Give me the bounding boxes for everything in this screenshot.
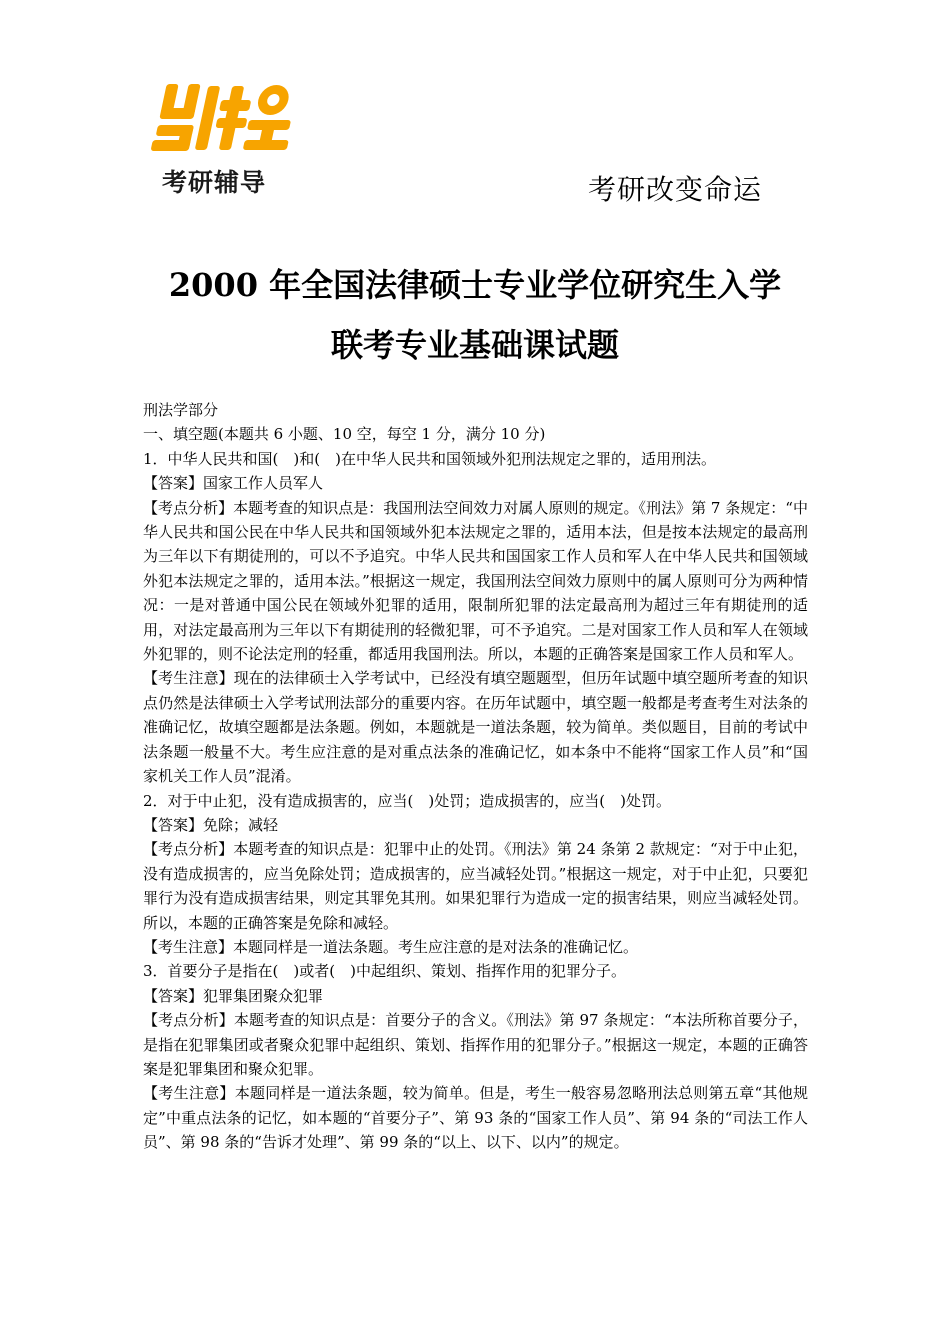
question-1: 1．中华人民共和国( )和( )在中华人民共和国领域外犯刑法规定之罪的，适用刑法。 (143, 449, 716, 468)
part-heading: 一、填空题(本题共 6 小题、10 空，每空 1 分，满分 10 分) (143, 425, 546, 444)
question-3: 3．首要分子是指在( )或者( )中起组织、策划、指挥作用的犯罪分子。 (143, 962, 626, 981)
logo-mark-icon (150, 78, 300, 158)
analysis-1: 【考点分析】本题考查的知识点是：我国刑法空间效力对属人原则的规定。《刑法》第 7 条规定：“中华人民共和国公民在中华人民共和国领域外犯本法规定之罪的，适用本法，但是按本法规定的最高刑为三年以下有期徒刑的，可以不予追究。中华人民共和国国家工作人员和军人在中华人民共和国领域外犯本法规定之罪的，适用本法。”根据这一规定，我国刑法空间效力原则中的属人原则可分为两种情况：一是对普通中国公民在领域外犯罪的适用，限制所犯罪的法定最高刑为超过三年有期徒刑的适用，对法定最高刑为三年以下有期徒刑的轻微犯罪，可不予追究。二是对国家工作人员和军人在领域外犯罪的，则不论法定刑的轻重，都适用我国刑法。所以，本题的正确答案是国家工作人员和军人。 (143, 498, 808, 664)
brand-logo (150, 78, 300, 198)
page-title-line1: 2000 年全国法律硕士专业学位研究生入学 (168, 266, 782, 304)
logo-subtitle: 考研辅导 (162, 168, 267, 197)
note-3: 【考生注意】本题同样是一道法条题，较为简单。但是，考生一般容易忽略刑法总则第五章“其他规定”中重点法条的记忆，如本题的“首要分子”、第 93 条的“国家工作人员”、第 94 条的“司法工作人员”、第 98 条的“告诉才处理”、第 99 条的“以上、以下、以内”的规定。 (143, 1084, 808, 1152)
slogan: 考研改变命运 (588, 173, 763, 206)
section-heading: 刑法学部分 (143, 401, 219, 419)
answer-3: 【答案】犯罪集团聚众犯罪 (143, 986, 324, 1005)
analysis-3: 【考点分析】本题考查的知识点是：首要分子的含义。《刑法》第 97 条规定：“本法所称首要分子，是指在犯罪集团或者聚众犯罪中起组织、策划、指挥作用的犯罪分子。”根据这一规定，本题的正确答案是犯罪集团和聚众犯罪。 (143, 1011, 808, 1078)
page-title-line2: 联考专业基础课试题 (330, 326, 619, 364)
analysis-2: 【考点分析】本题考查的知识点是：犯罪中止的处罚。《刑法》第 24 条第 2 款规定：“对于中止犯，没有造成损害的，应当免除处罚；造成损害的，应当减轻处罚。”根据这一规定，对于中止犯，只要犯罪行为没有造成损害结果，则定其罪免其刑。如果犯罪行为造成一定的损害结果，则应当减轻处罚。所以，本题的正确答案是免除和减轻。 (143, 840, 808, 932)
note-1: 【考生注意】现在的法律硕士入学考试中，已经没有填空题题型，但历年试题中填空题所考查的知识点仍然是法律硕士入学考试刑法部分的重要内容。在历年试题中，填空题一般都是考查考生对法条的准确记忆，故填空题都是法条题。例如，本题就是一道法条题，较为简单。类似题目，目前的考试中法条题一般量不大。考生应注意的是对重点法条的准确记忆，如本条中不能将“国家工作人员”和“国家机关工作人员”混淆。 (143, 669, 808, 786)
answer-2: 【答案】免除；减轻 (143, 815, 279, 834)
question-2: 2．对于中止犯，没有造成损害的，应当( )处罚；造成损害的，应当( )处罚。 (143, 791, 671, 810)
document-body (143, 398, 808, 1155)
note-2: 【考生注意】本题同样是一道法条题。考生应注意的是对法条的准确记忆。 (143, 937, 639, 956)
answer-1: 【答案】国家工作人员军人 (143, 474, 324, 493)
